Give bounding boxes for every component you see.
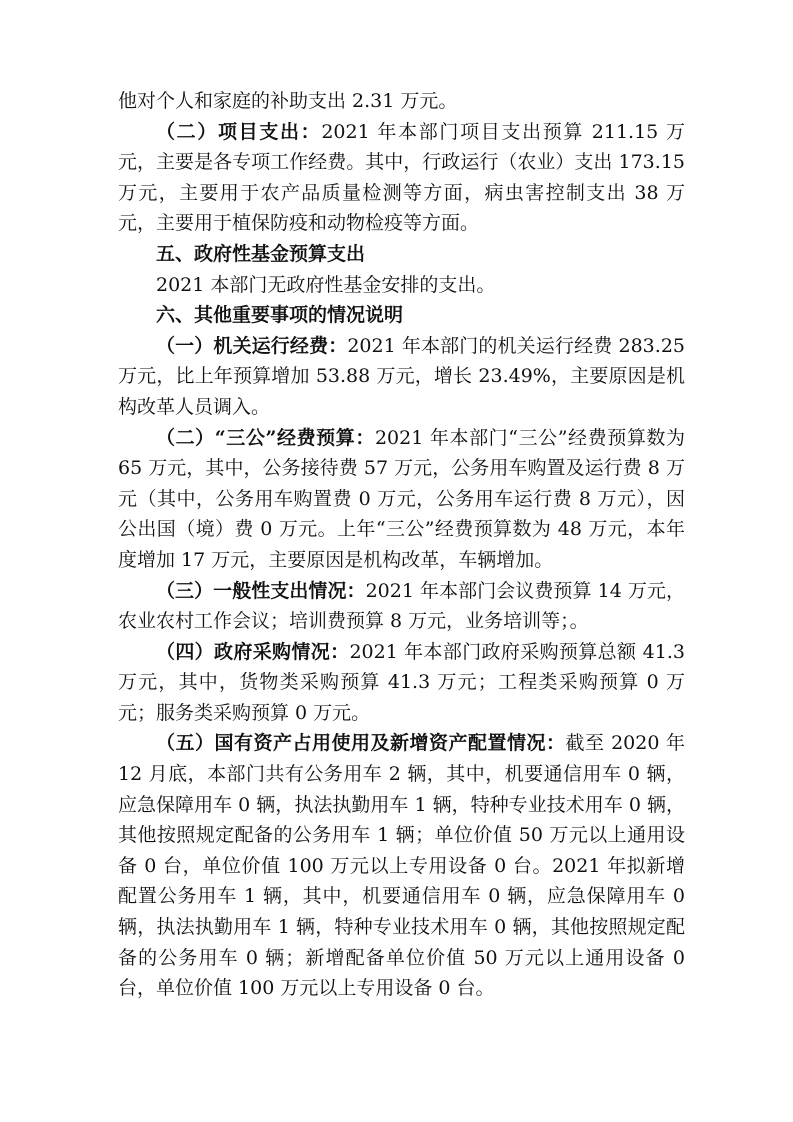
paragraph-text: 他对个人和家庭的补助支出 2.31 万元。 bbox=[118, 90, 458, 112]
paragraph-text: 2021 年本部门政府采购预算总额 41.3 万元，其中，货物类采购预算 41.3 万元；工程类采购预算 0 万元；服务类采购预算 0 万元。 bbox=[118, 640, 685, 724]
paragraph-lead: （一）机关运行经费： bbox=[156, 334, 348, 357]
paragraph bbox=[118, 86, 685, 117]
paragraph-lead: 五、政府性基金预算支出 bbox=[156, 242, 366, 265]
paragraph bbox=[118, 423, 685, 576]
paragraph-text: 2021 年本部门项目支出预算 211.15 万元，主要是各专项工作经费。其中，行政运行（农业）支出 173.15 万元，主要用于农产品质量检测等方面，病虫害控制支出 38 万元，主要用于植保防疫和动物检疫等方面。 bbox=[118, 120, 685, 235]
paragraph-text: 2021 年本部门的机关运行经费 283.25 万元，比上年预算增加 53.88 万元，增长 23.49%，主要原因是机构改革人员调入。 bbox=[118, 334, 685, 418]
paragraph-text: 2021 年本部门“三公”经费预算数为 65 万元，其中，公务接待费 57 万元，公务用车购置及运行费 8 万元（其中，公务用车购置费 0 万元，公务用车运行费 8 万元），因公出国（境）费 0 万元。上年“三公”经费预算数为 48 万元，本年度增加 17 万元，主要原因是机构改革，车辆增加。 bbox=[118, 426, 686, 571]
section-heading bbox=[118, 300, 685, 331]
section-heading bbox=[118, 239, 685, 270]
paragraph-lead: （三）一般性支出情况： bbox=[156, 579, 366, 602]
paragraph bbox=[118, 117, 685, 239]
paragraph-lead: 六、其他重要事项的情况说明 bbox=[156, 304, 404, 327]
paragraph bbox=[118, 728, 685, 1003]
paragraph-text: 2021 年本部门会议费预算 14 万元，农业农村工作会议；培训费预算 8 万元，业务培训等；。 bbox=[118, 579, 685, 633]
paragraph-text: 截至 2020 年 12 月底，本部门共有公务用车 2 辆，其中，机要通信用车 0 辆，应急保障用车 0 辆，执法执勤用车 1 辆，特种专业技术用车 0 辆，其他按照规定配备的公务用车 1 辆；单位价值 50 万元以上通用设备 0 台，单位价值 100 万元以上专用设备 0 台。2021 年拟新增配置公务用车 1 辆，其中，机要通信用车 0 辆，应急保障用车 0 辆，执法执勤用车 1 辆，特种专业技术用车 0 辆，其他按照规定配备的公务用车 0 辆；新增配备单位价值 50 万元以上通用设备 0 台，单位价值 100 万元以上专用设备 0 台。 bbox=[118, 732, 685, 1000]
paragraph bbox=[118, 331, 685, 423]
paragraph-text: 2021 本部门无政府性基金安排的支出。 bbox=[156, 273, 496, 296]
paragraph-lead: （四）政府采购情况： bbox=[156, 640, 350, 663]
paragraph-lead: （二）项目支出： bbox=[156, 120, 322, 143]
paragraph bbox=[118, 637, 685, 729]
paragraph-lead: （五）国有资产占用使用及新增资产配置情况： bbox=[156, 732, 566, 755]
document-page bbox=[118, 86, 685, 1004]
paragraph-lead: （二）“三公”经费预算： bbox=[156, 426, 375, 449]
paragraph bbox=[118, 576, 685, 637]
paragraph bbox=[118, 270, 685, 301]
